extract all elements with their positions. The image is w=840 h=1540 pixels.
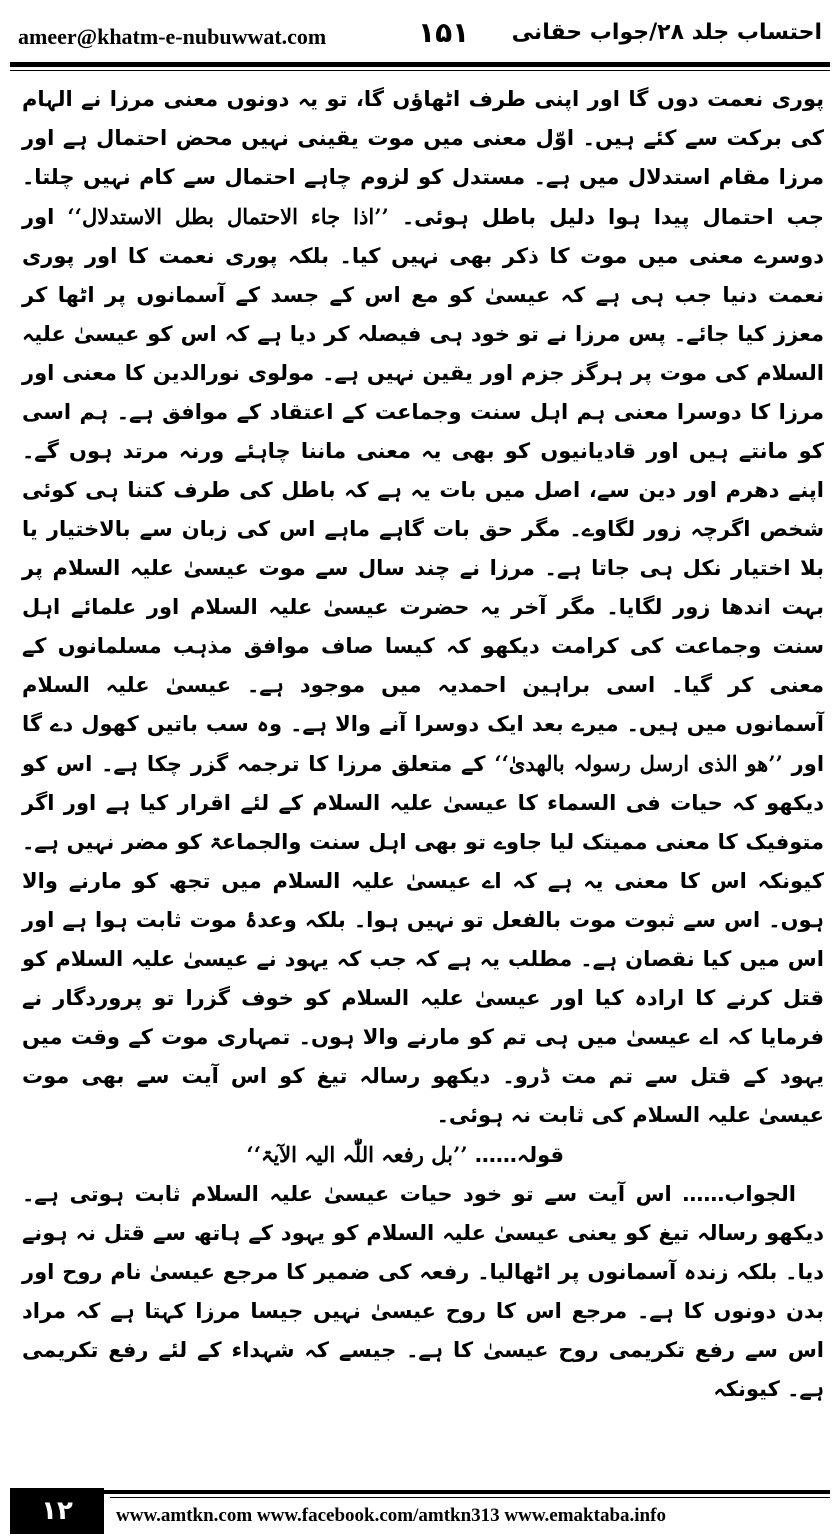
body-text-part-1: پوری نعمت دوں گا اور اپنی طرف اٹھاؤں گا، تو یہ دونوں معنی مرزا نے الہام کی برکت سے کئے ہیں۔ اوّل معنی میں موت یقینی نہیں محض احتمال ہے اور مرزا مقام استدلال میں ہے۔ مستدل کو لزوم چاہے احتمال سے کام نہیں چلتا۔ جب احتمال پیدا ہوا دلیل باطل ہوئی۔	[22, 87, 824, 229]
footer-page-box	[10, 1488, 104, 1534]
answer-paragraph	[22, 1175, 824, 1409]
body-paragraph	[22, 80, 824, 1135]
page-header	[10, 10, 830, 60]
saying-quote: ’’بل رفعہ اللّٰہ الیہ الآیۃ‘‘	[246, 1142, 468, 1167]
header-email: ameer@khatm-e-nubuwwat.com	[18, 24, 327, 49]
footer-page-number: ۱۲	[41, 1496, 73, 1526]
arabic-quote-2: ’’ھو الذی ارسل رسولہ بالھدیٰ‘‘	[494, 751, 783, 776]
header-divider-thin	[10, 70, 830, 71]
footer-links: www.amtkn.com www.facebook.com/amtkn313 www.emaktaba.info	[116, 1505, 666, 1526]
header-page-number: ۱۵۱	[418, 16, 470, 49]
saying-label: قولہ……	[474, 1143, 564, 1167]
page-body	[22, 80, 824, 1409]
body-text-part-2: اور دوسرے معنی میں موت کا ذکر بھی نہیں کیا۔ بلکہ پوری نعمت کا اور پوری نعمت دنیا جب ہی ہے کہ عیسیٰ کو مع اس کے جسد کے آسمانوں پر اٹھا کر معزز کیا جائے۔ پس مرزا نے تو خود ہی فیصلہ کر دیا ہے کہ اس کو عیسیٰ علیہ السلام کی موت پر ہرگز جزم اور یقین نہیں ہے۔ مولوی نورالدین کا معنی اور مرزا کا دوسرا معنی ہم اہل سنت وجماعت کے اعتقاد کے موافق ہے۔ ہم اسی کو مانتے ہیں اور قادیانیوں کو بھی یہ معنی ماننا چاہئے ورنہ مرتد ہوں گے۔ اپنے دھرم اور دین سے، اصل میں بات یہ ہے کہ باطل کی طرف کتنا ہی کوئی شخص اگرچہ زور لگاوے۔ مگر حق بات گاہے ماہے اس کی زبان سے بالاختیار یا بلا اختیار نکل ہی جاتا ہے۔ مرزا نے چند سال سے موت عیسیٰ علیہ السلام پر بہت اندھا زور لگایا۔ مگر آخر یہ حضرت عیسیٰ علیہ السلام اور علمائے اہل سنت وجماعت کی کرامت دیکھو کہ کیسا صاف موافق مذہب مسلمانوں کے معنی کر گیا۔ اسی براہین احمدیہ میں موجود ہے۔ عیسیٰ علیہ السلام آسمانوں میں ہیں۔ میرے بعد ایک دوسرا آنے والا ہے۔ وہ سب باتیں کھول دے گا اور	[22, 205, 825, 776]
arabic-quote-1: ’’اذا جاء الاحتمال بطل الاستدلال‘‘	[67, 204, 389, 229]
saying-line	[22, 1135, 824, 1175]
body-text-part-3: کے متعلق مرزا کا ترجمہ گزر چکا ہے۔ اس کو دیکھو کہ حیات فی السماء کا عیسیٰ علیہ السلام کے لئے اقرار کیا ہے اور اگر متوفیک کا معنی ممیتک لیا جاوے تو بھی اہل سنت والجماعۃ کو مضر نہیں ہے۔ کیونکہ اس کا معنی یہ ہے کہ اے عیسیٰ علیہ السلام میں تجھ کو مارنے والا ہوں۔ اس سے ثبوت موت بالفعل تو نہیں ہوا۔ بلکہ وعدۂ موت ثابت ہوا ہے اور اس میں کیا نقصان ہے۔ مطلب یہ ہے کہ جب کہ یہود نے عیسیٰ علیہ السلام کو قتل کرنے کا ارادہ کیا اور عیسیٰ علیہ السلام کو خوف گزرا تو پروردگار نے فرمایا کہ اے عیسیٰ میں ہی تم کو مارنے والا ہوں۔ تمہاری موت کے وقت میں یہود کے قتل سے تم مت ڈرو۔ دیکھو رسالہ تیغ کو اس آیت سے بھی موت عیسیٰ علیہ السلام کی ثابت نہ ہوئی۔	[22, 752, 824, 1127]
footer-divider-thick	[10, 1490, 830, 1494]
header-divider-thick	[10, 62, 830, 67]
footer-divider-thin	[110, 1497, 830, 1498]
answer-label: الجواب……	[682, 1182, 796, 1206]
answer-text: اس آیت سے تو خود حیات عیسیٰ علیہ السلام ثابت ہوتی ہے۔ دیکھو رسالہ تیغ کو یعنی عیسیٰ علیہ السلام کو یہود کے ہاتھ سے قتل نہ ہونے دیا۔ بلکہ زندہ آسمانوں پر اٹھالیا۔ رفعہ کی ضمیر کا مرجع عیسیٰ نام روح اور بدن دونوں کا ہے۔ مرجع اس کا روح عیسیٰ نہیں جیسا مرزا کہتا ہے کہ مراد اس سے رفع تکریمی روح عیسیٰ کا ہے۔ جیسے کہ شہداء کے لئے رفع تکریمی ہے۔ کیونکہ	[22, 1182, 824, 1401]
header-title: احتساب جلد ۲۸/جواب حقانی	[511, 20, 822, 45]
